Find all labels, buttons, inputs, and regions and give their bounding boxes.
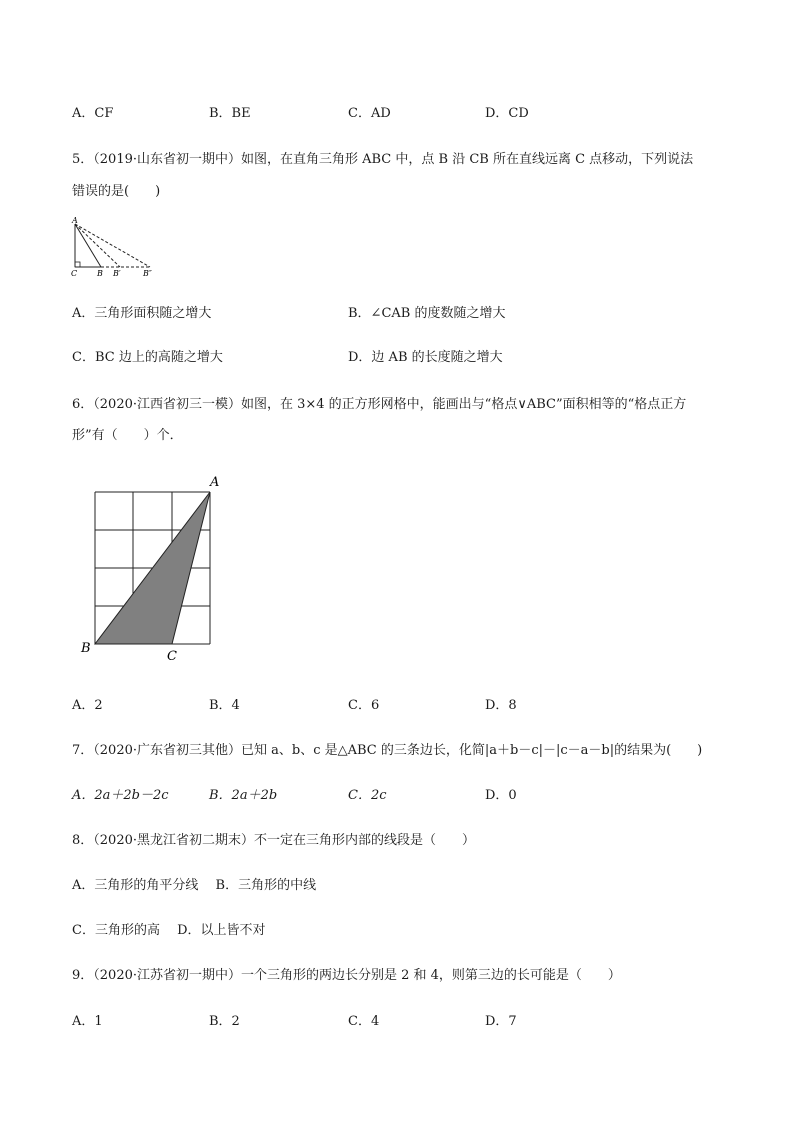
q5-right-angle-mark: [75, 262, 80, 267]
q9-option-c: C．4: [348, 1014, 380, 1029]
q4-option-d: D．CD: [485, 106, 529, 121]
q8-options-row2: C．三角形的高 D．以上皆不对: [72, 923, 266, 938]
q5-stem-line2: 错误的是( ): [72, 184, 161, 199]
q5-label-b2: B″: [143, 269, 152, 278]
q8-stem: 8．（2020·黑龙江省初二期末）不一定在三角形内部的线段是（ ）: [72, 833, 475, 848]
q6-option-c: C．6: [348, 698, 380, 713]
q6-option-d: D．8: [485, 698, 517, 713]
q5-option-c: C．BC 边上的高随之增大: [72, 350, 223, 365]
q9-option-b: B．2: [209, 1014, 240, 1029]
q9-option-d: D．7: [485, 1014, 517, 1029]
q4-option-a: A．CF: [72, 106, 114, 121]
q6-stem-line1: 6．（2020·江西省初三一模）如图，在 3×4 的正方形网格中，能画出与“格点∨ABC”面积相等的“格点正方: [72, 397, 687, 412]
q6-label-c: C: [167, 649, 177, 664]
q6-label-b: B: [81, 641, 91, 656]
q6-stem-line2: 形”有（ ）个．: [72, 428, 183, 443]
q9-option-a: A．1: [72, 1014, 103, 1029]
q5-figure: [66, 214, 166, 280]
q8-options-row1: A．三角形的角平分线 B．三角形的中线: [72, 878, 317, 893]
q5-dashed-ab2: [75, 224, 150, 267]
q9-stem: 9．（2020·江苏省初一期中）一个三角形的两边长分别是 2 和 4，则第三边的长可能是（ ）: [72, 968, 621, 983]
q7-option-b: B．2a＋2b: [209, 788, 278, 803]
q4-option-b: B．BE: [209, 106, 251, 121]
q7-option-d: D．0: [485, 788, 517, 803]
q7-option-c: C．2c: [348, 788, 387, 803]
q5-label-a: A: [72, 216, 78, 225]
q5-label-b: B: [97, 269, 103, 278]
q5-option-d: D．边 AB 的长度随之增大: [348, 350, 503, 365]
q5-stem-line1: 5．（2019·山东省初一期中）如图，在直角三角形 ABC 中，点 B 沿 CB 所在直线远离 C 点移动，下列说法: [72, 152, 694, 167]
q6-grid-figure: [76, 470, 236, 666]
q7-stem: 7．（2020·广东省初三其他）已知 a、b、c 是△ABC 的三条边长，化简|a＋b－c|－|c－a－b|的结果为( ): [72, 743, 703, 758]
q6-option-b: B．4: [209, 698, 240, 713]
q5-option-b: B．∠CAB 的度数随之增大: [348, 306, 506, 321]
q5-label-c: C: [71, 269, 78, 278]
q6-label-a: A: [210, 475, 220, 490]
q5-option-a: A．三角形面积随之增大: [72, 306, 212, 321]
q4-option-c: C．AD: [348, 106, 391, 121]
q6-option-a: A．2: [72, 698, 103, 713]
q7-option-a: A．2a＋2b－2c: [72, 788, 169, 803]
q5-label-b1: B′: [113, 269, 121, 278]
